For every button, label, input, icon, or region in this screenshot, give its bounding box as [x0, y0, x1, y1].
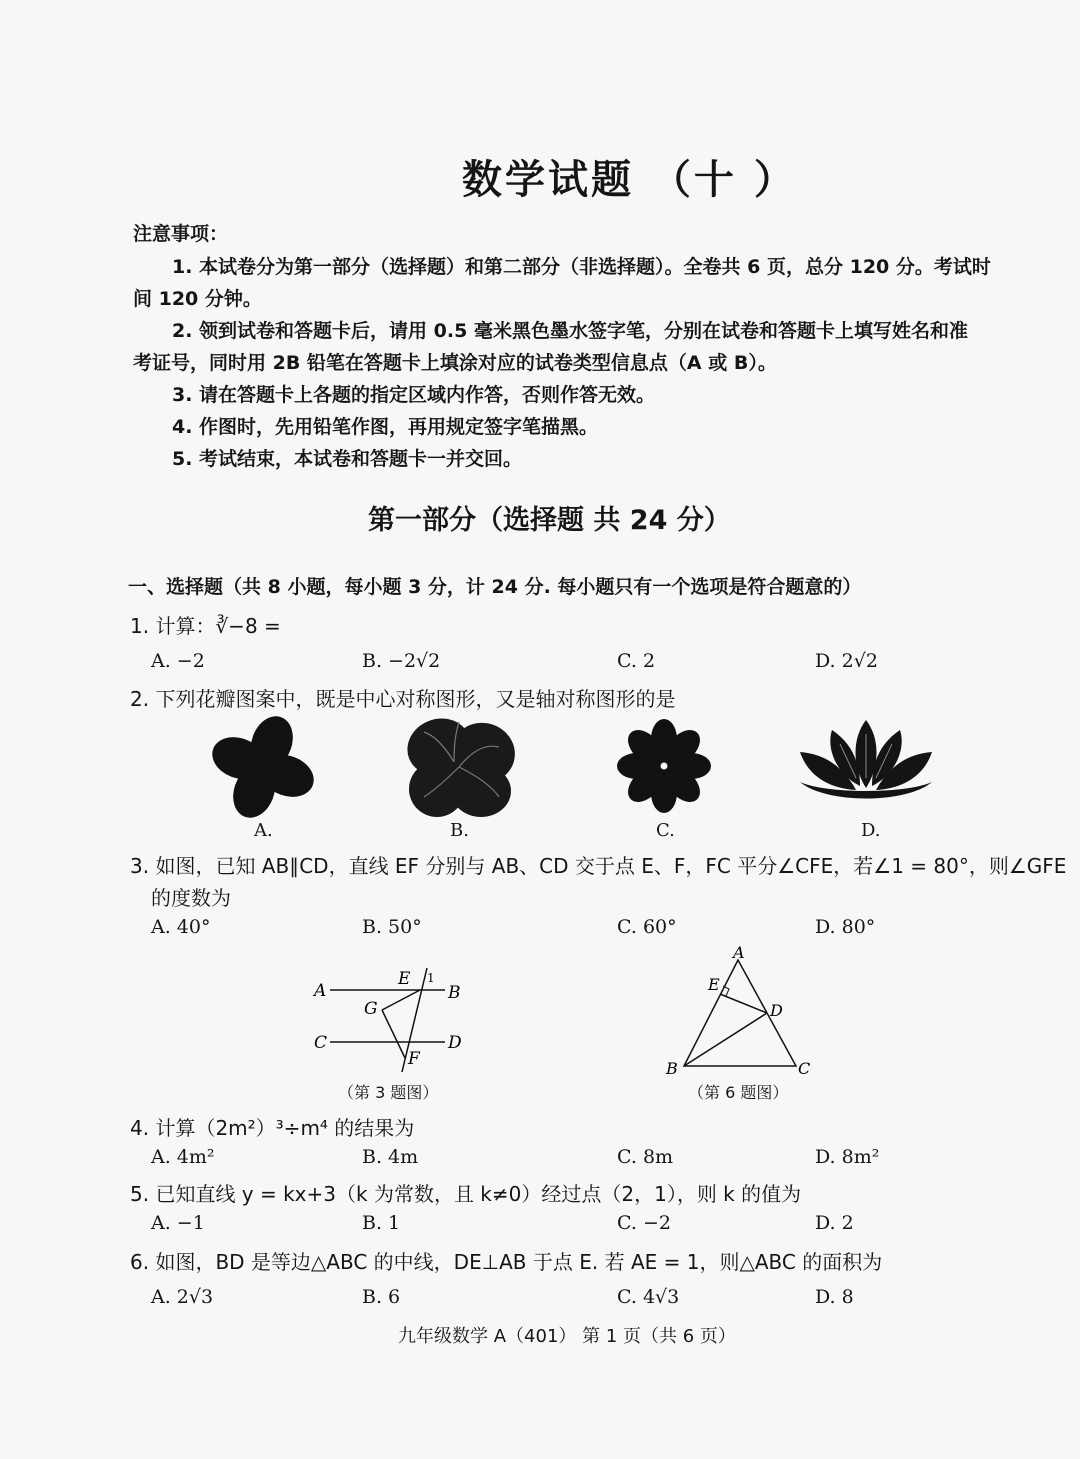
notes-heading: 注意事项： [133, 223, 229, 245]
note-line: 1. 本试卷分为第一部分（选择题）和第二部分（非选择题）。全卷共 6 页，总分 120 分。考试时 [172, 256, 991, 278]
question-5-option-b: B. 1 [362, 1212, 401, 1234]
fig3-label-c: C [314, 1033, 328, 1053]
question-3-option-d: D. 80° [815, 916, 876, 938]
question-3-option-c: C. 60° [617, 916, 677, 938]
fig3-label-f: F [408, 1049, 420, 1069]
fig6-label-b: B [666, 1059, 678, 1078]
question-4-option-c: C. 8m [617, 1146, 674, 1168]
question-3-option-a: A. 40° [151, 916, 211, 938]
question-6-option-d: D. 8 [815, 1286, 854, 1308]
question-1-option-d: D. 2√2 [815, 650, 878, 672]
figure-6-diagram [660, 943, 811, 1078]
question-3-stem-cont: 的度数为 [151, 886, 231, 910]
question-3-stem: 3. 如图，已知 AB∥CD，直线 EF 分别与 AB、CD 交于点 E、F，FC 平分∠CFE，若∠1 = 80°，则∠GFE [130, 854, 1067, 878]
question-6-option-a: A. 2√3 [151, 1286, 214, 1308]
figure-3-caption: （第 3 题图） [338, 1083, 439, 1102]
flower-c-label: C. [656, 820, 675, 841]
question-4-stem: 4. 计算（2m²）³÷m⁴ 的结果为 [130, 1116, 415, 1140]
question-4-option-d: D. 8m² [815, 1146, 880, 1168]
question-1-option-b: B. −2√2 [362, 650, 441, 672]
section-heading: 一、选择题（共 8 小题，每小题 3 分，计 24 分. 每小题只有一个选项是符合题意的） [128, 576, 862, 598]
note-line: 2. 领到试卷和答题卡后，请用 0.5 毫米黑色墨水签字笔，分别在试卷和答题卡上填写姓名和准 [172, 320, 968, 342]
figure-6-caption: （第 6 题图） [688, 1083, 789, 1102]
note-line: 间 120 分钟。 [133, 288, 262, 310]
fig3-label-a: A [314, 981, 327, 1001]
question-3-option-b: B. 50° [362, 916, 422, 938]
question-1-option-c: C. 2 [617, 650, 656, 672]
flower-d-icon [796, 716, 936, 812]
question-4-option-a: A. 4m² [151, 1146, 215, 1168]
fig3-label-angle-1: 1 [427, 971, 435, 985]
question-5-option-d: D. 2 [815, 1212, 854, 1234]
note-line: 4. 作图时，先用铅笔作图，再用规定签字笔描黑。 [172, 416, 599, 438]
question-5-stem: 5. 已知直线 y = kx+3（k 为常数，且 k≠0）经过点（2，1），则 k 的值为 [130, 1182, 802, 1206]
question-6-stem: 6. 如图，BD 是等边△ABC 的中线，DE⊥AB 于点 E. 若 AE = 1，则△ABC 的面积为 [130, 1250, 883, 1274]
note-line: 5. 考试结束，本试卷和答题卡一并交回。 [172, 448, 523, 470]
fig6-label-a: A [733, 943, 745, 962]
page-title: 数学试题 （十 ） [462, 157, 797, 203]
fig6-label-d: D [770, 1001, 783, 1020]
note-line: 3. 请在答题卡上各题的指定区域内作答，否则作答无效。 [172, 384, 656, 406]
part-heading: 第一部分（选择题 共 24 分） [368, 505, 731, 536]
fig3-label-e: E [398, 969, 411, 989]
fig3-label-b: B [448, 983, 461, 1003]
flower-d-label: D. [861, 820, 881, 841]
question-5-option-a: A. −1 [151, 1212, 205, 1234]
fig6-label-e: E [708, 975, 720, 994]
fig3-label-d: D [448, 1033, 462, 1053]
flower-a-label: A. [254, 820, 273, 841]
question-4-option-b: B. 4m [362, 1146, 419, 1168]
page-footer: 九年级数学 A（401） 第 1 页（共 6 页） [398, 1326, 736, 1347]
question-6-option-b: B. 6 [362, 1286, 401, 1308]
question-1-option-a: A. −2 [151, 650, 205, 672]
question-6-option-c: C. 4√3 [617, 1286, 680, 1308]
fig6-label-c: C [798, 1059, 811, 1078]
note-line: 考证号，同时用 2B 铅笔在答题卡上填涂对应的试卷类型信息点（A 或 B）。 [133, 352, 777, 374]
flower-b-label: B. [450, 820, 469, 841]
flower-b-icon [400, 712, 518, 822]
flower-c-icon [614, 716, 714, 816]
question-2-stem: 2. 下列花瓣图案中，既是中心对称图形，又是轴对称图形的是 [130, 687, 676, 711]
question-5-option-c: C. −2 [617, 1212, 671, 1234]
figure-3-diagram [310, 960, 490, 1080]
fig3-label-g: G [364, 999, 378, 1019]
question-1-stem: 1. 计算：∛−8 = [130, 614, 281, 638]
flower-a-icon [208, 712, 318, 822]
